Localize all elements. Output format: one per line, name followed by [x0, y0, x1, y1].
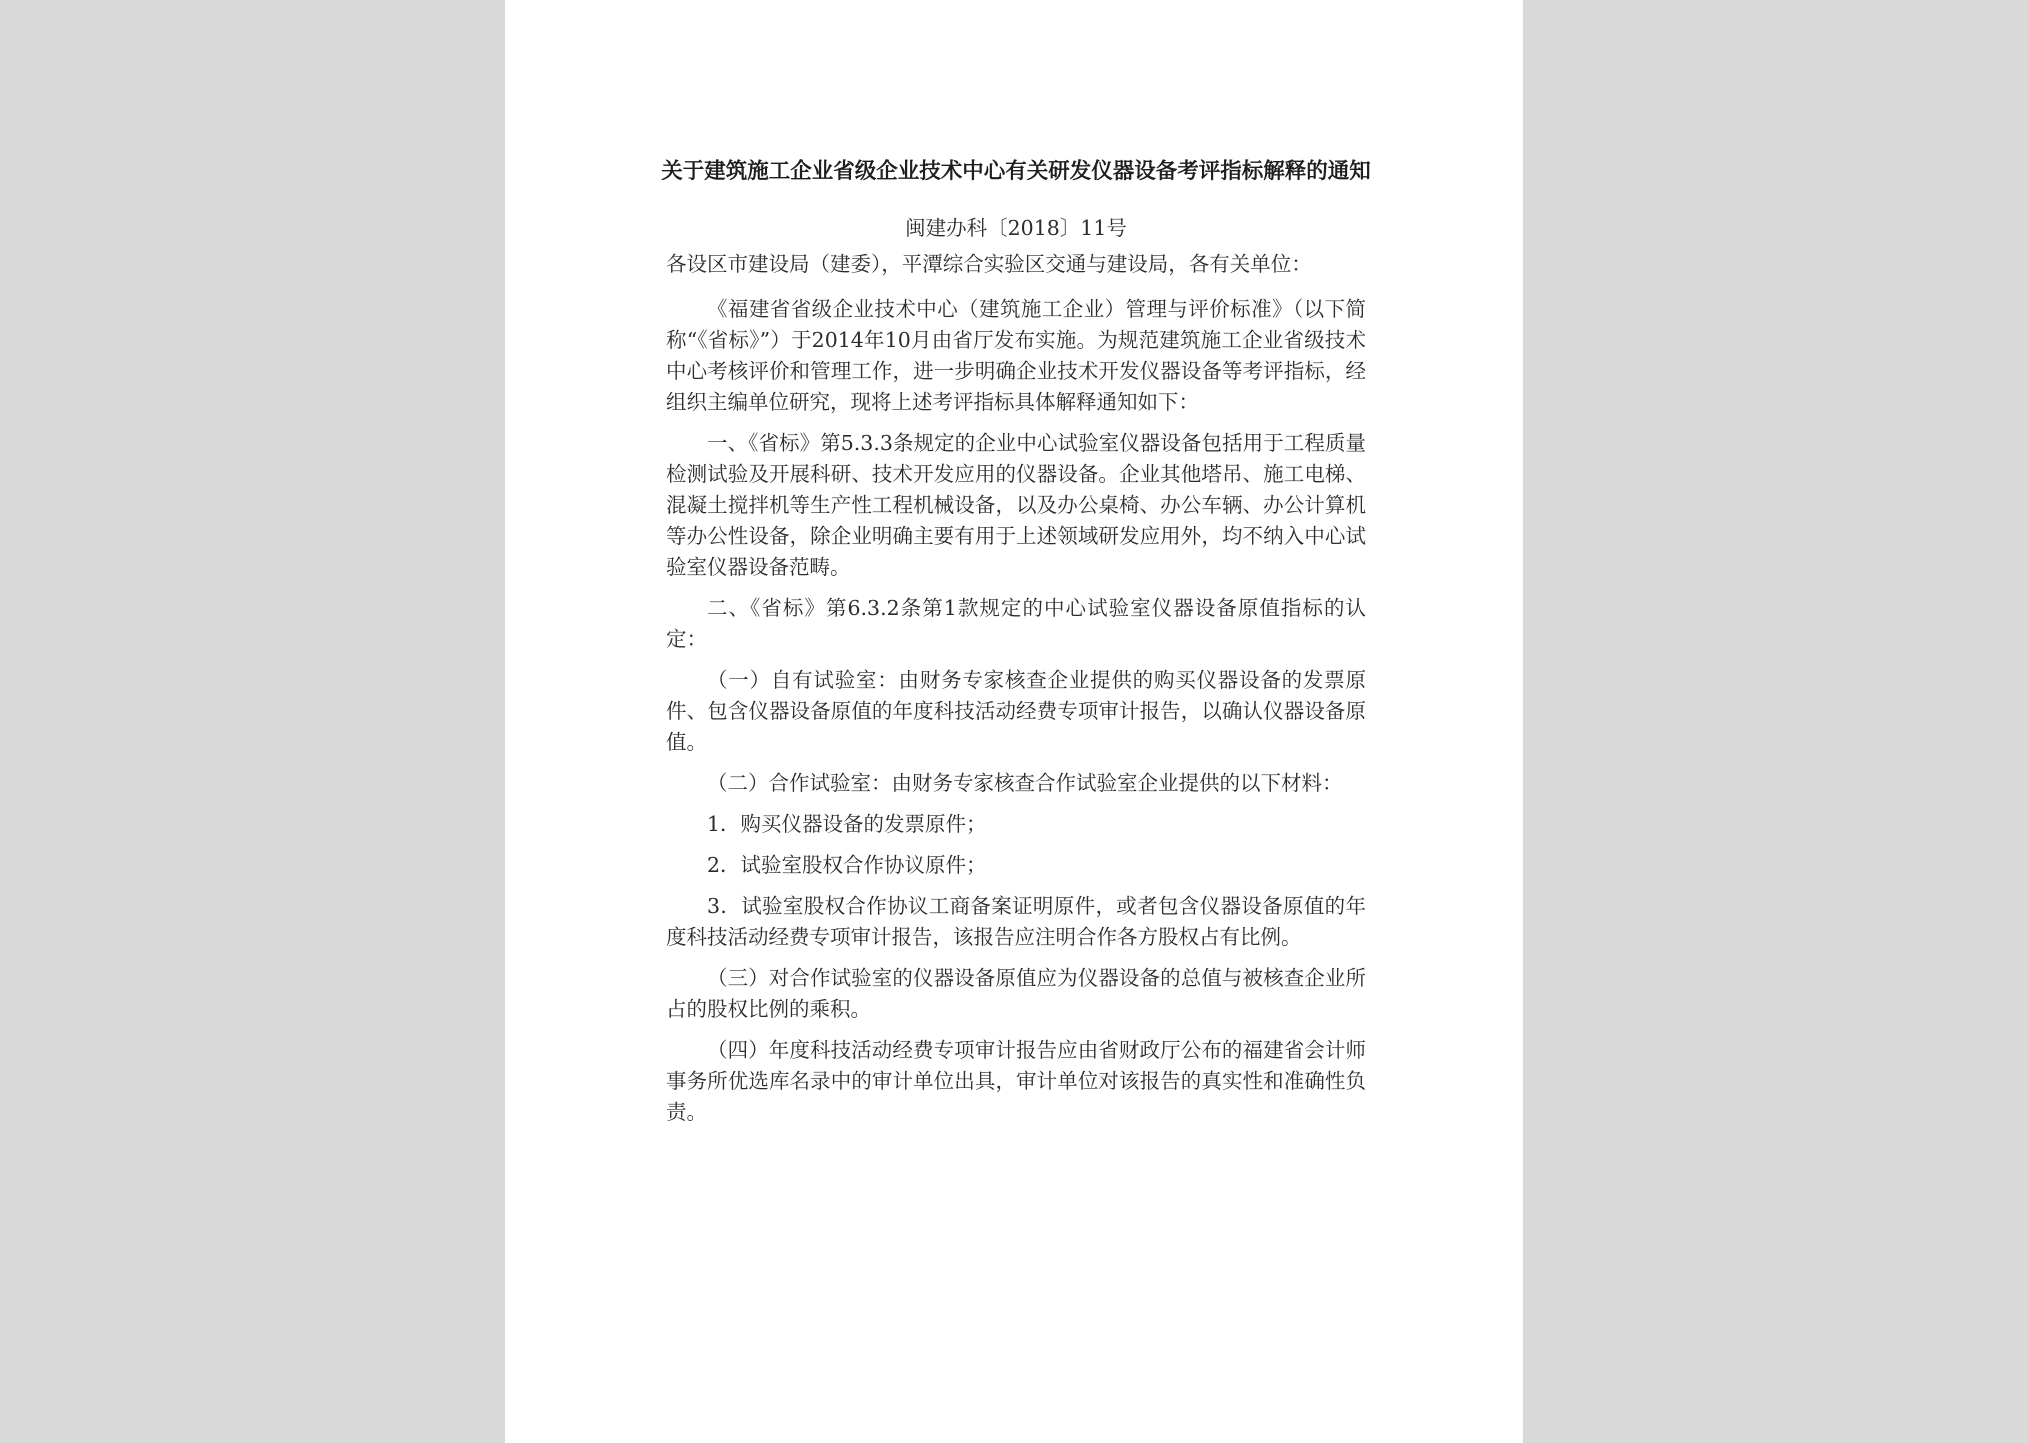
document-title: 关于建筑施工企业省级企业技术中心有关研发仪器设备考评指标解释的通知	[661, 159, 1371, 184]
paragraph-subitem-2: （二）合作试验室：由财务专家核查合作试验室企业提供的以下材料：	[707, 771, 1343, 795]
paragraph-intro: 《福建省省级企业技术中心（建筑施工企业）管理与评价标准》（以下简称“《省标》”）于2014年10月由省厅发布实施。为规范建筑施工企业省级技术中心考核评价和管理工作，进一步明确企业技术开发仪器设备等考评指标，经组织主编单位研究，现将上述考评指标具体解释通知如下：	[666, 297, 1366, 414]
paragraph-subitem-4: （四）年度科技活动经费专项审计报告应由省财政厅公布的福建省会计师事务所优选库名录中的审计单位出具，审计单位对该报告的真实性和准确性负责。	[666, 1038, 1366, 1124]
document-page	[505, 0, 1523, 1443]
addressee: 各设区市建设局（建委），平潭综合实验区交通与建设局，各有关单位：	[666, 252, 1312, 276]
paragraph-item-2: 二、《省标》第6.3.2条第1款规定的中心试验室仪器设备原值指标的认定：	[666, 596, 1366, 651]
list-item-1: 1．购买仪器设备的发票原件；	[707, 812, 987, 836]
list-item-3: 3．试验室股权合作协议工商备案证明原件，或者包含仪器设备原值的年度科技活动经费专项审计报告，该报告应注明合作各方股权占有比例。	[666, 894, 1366, 949]
paragraph-subitem-3: （三）对合作试验室的仪器设备原值应为仪器设备的总值与被核查企业所占的股权比例的乘积。	[666, 966, 1366, 1021]
page-content	[661, 156, 1371, 1138]
document-number: 闽建办科〔2018〕11号	[905, 216, 1127, 240]
list-item-2: 2．试验室股权合作协议原件；	[707, 853, 987, 877]
paragraph-subitem-1: （一）自有试验室：由财务专家核查企业提供的购买仪器设备的发票原件、包含仪器设备原值的年度科技活动经费专项审计报告，以确认仪器设备原值。	[666, 668, 1366, 754]
paragraph-item-1: 一、《省标》第5.3.3条规定的企业中心试验室仪器设备包括用于工程质量检测试验及开展科研、技术开发应用的仪器设备。企业其他塔吊、施工电梯、混凝土搅拌机等生产性工程机械设备，以及办公桌椅、办公车辆、办公计算机等办公性设备，除企业明确主要有用于上述领域研发应用外，均不纳入中心试验室仪器设备范畴。	[666, 431, 1366, 579]
